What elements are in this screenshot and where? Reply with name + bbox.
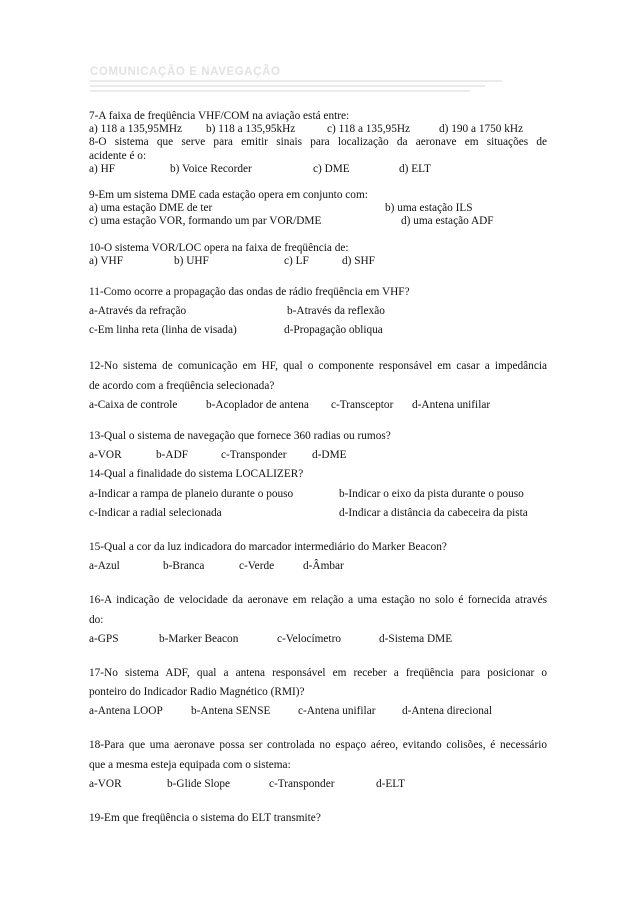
question-18-text: 18-Para que uma aeronave possa ser controlada no espaço aéreo, evitando colisões, é necessário bbox=[89, 739, 547, 752]
option-b: b-Através da reflexão bbox=[287, 305, 385, 318]
spacer bbox=[89, 649, 549, 664]
spacer bbox=[89, 415, 549, 427]
option-b: b-Marker Beacon bbox=[159, 632, 239, 645]
question-16-options bbox=[89, 630, 549, 649]
option-a: a-Indicar a rampa de planeio durante o pouso bbox=[89, 487, 294, 500]
question-18-text-cont: que a mesma esteja equipada com o sistema: bbox=[89, 758, 291, 771]
question-12-text: 12-No sistema de comunicação em HF, qual o componente responsável em casar a impedância bbox=[89, 360, 547, 373]
question-11-options-row1 bbox=[89, 302, 549, 321]
question-17-text: 17-No sistema ADF, qual a antena responsável em receber a freqüência para posicionar o bbox=[89, 666, 547, 679]
option-b: b-Antena SENSE bbox=[191, 705, 271, 718]
question-17-options bbox=[89, 702, 549, 721]
option-c: c-Transponder bbox=[269, 777, 335, 790]
option-a: a) VHF bbox=[89, 254, 123, 267]
question-14-options-row1 bbox=[89, 485, 549, 504]
spacer bbox=[89, 229, 549, 242]
option-c: c-Em linha reta (linha de visada) bbox=[89, 324, 237, 337]
question-15-text: 15-Qual a cor da luz indicadora do marcador intermediário do Marker Beacon? bbox=[89, 540, 447, 553]
question-15-options bbox=[89, 557, 549, 576]
question-7-options bbox=[89, 123, 549, 136]
option-a: a-VOR bbox=[89, 777, 122, 790]
question-8-options bbox=[89, 163, 549, 176]
option-d: d-Antena direcional bbox=[402, 705, 493, 718]
option-a: a-Azul bbox=[89, 560, 120, 573]
question-10-options bbox=[89, 255, 549, 268]
question-9-text: 9-Em um sistema DME cada estação opera em conjunto com: bbox=[89, 188, 368, 201]
option-d: d-DME bbox=[312, 449, 347, 462]
question-11-text: 11-Como ocorre a propagação das ondas de rádio freqüência em VHF? bbox=[89, 285, 410, 298]
question-16-text-cont: do: bbox=[89, 613, 104, 626]
option-b: b-Branca bbox=[163, 560, 205, 573]
faded-text-line bbox=[90, 90, 470, 92]
question-19-text: 19-Em que freqüência o sistema do ELT transmite? bbox=[89, 812, 321, 824]
question-13-text: 13-Qual o sistema de navegação que fornece 360 radias ou rumos? bbox=[89, 430, 391, 442]
option-d: d-Sistema DME bbox=[379, 632, 453, 645]
spacer bbox=[89, 176, 549, 189]
question-18-options bbox=[89, 775, 549, 794]
question-12-options bbox=[89, 396, 549, 415]
option-a: a-Antena LOOP bbox=[89, 705, 163, 718]
question-13-options bbox=[89, 446, 549, 465]
spacer bbox=[89, 523, 549, 538]
option-a: a-VOR bbox=[89, 449, 122, 462]
question-12-text-cont: de acordo com a freqüência selecionada? bbox=[89, 379, 275, 392]
faded-header bbox=[90, 66, 502, 94]
faded-text-line bbox=[90, 80, 502, 82]
option-b: b-Indicar o eixo da pista durante o pouso bbox=[339, 487, 524, 500]
option-b: b) 118 a 135,95kHz bbox=[206, 123, 296, 136]
option-d: d-Antena unifilar bbox=[412, 398, 491, 411]
option-b: b-Glide Slope bbox=[167, 777, 231, 790]
option-d: d) 190 a 1750 kHz bbox=[439, 123, 524, 136]
option-a: a-Caixa de controle bbox=[89, 398, 178, 411]
spacer bbox=[89, 268, 549, 283]
option-b: b-Acoplador de antena bbox=[206, 398, 309, 411]
faded-title: COMUNICAÇÃO E NAVEGAÇÃO bbox=[90, 66, 281, 78]
question-11-options-row2 bbox=[89, 321, 549, 340]
option-c: c-Transponder bbox=[221, 449, 287, 462]
option-d: d-Âmbar bbox=[303, 560, 344, 573]
question-list bbox=[89, 110, 549, 828]
option-b: b-ADF bbox=[156, 449, 189, 462]
question-7-text: 7-A faixa de freqüência VHF/COM na aviação está entre: bbox=[89, 110, 350, 122]
spacer bbox=[89, 794, 549, 809]
question-8-text-cont: acidente é o: bbox=[89, 149, 147, 162]
option-a: a-GPS bbox=[89, 632, 119, 645]
spacer bbox=[89, 340, 549, 357]
question-8-text: 8-O sistema que serve para emitir sinais para localização da aeronave em situações de bbox=[89, 136, 547, 149]
question-10-text: 10-O sistema VOR/LOC opera na faixa de freqüência de: bbox=[89, 241, 349, 254]
option-a: a) uma estação DME de ter bbox=[89, 202, 213, 215]
option-d: d) SHF bbox=[342, 254, 375, 267]
option-d: d-Indicar a distância da cabeceira da pista bbox=[339, 506, 528, 519]
option-b: b) UHF bbox=[174, 254, 209, 267]
question-14-text: 14-Qual a finalidade do sistema LOCALIZER? bbox=[89, 468, 304, 481]
option-d: d) ELT bbox=[399, 162, 431, 175]
faded-text-line bbox=[90, 85, 485, 87]
option-b: b) uma estação ILS bbox=[385, 202, 473, 215]
question-14-options-row2 bbox=[89, 504, 549, 523]
option-b: b) Voice Recorder bbox=[170, 162, 252, 175]
option-d: d) uma estação ADF bbox=[401, 215, 494, 228]
question-17-text-cont: ponteiro do Indicador Radio Magnético (RMI)? bbox=[89, 686, 305, 699]
option-a: a) HF bbox=[89, 162, 116, 175]
option-c: c) DME bbox=[313, 162, 350, 175]
question-9-options-row1 bbox=[89, 202, 549, 215]
question-9-options-row2 bbox=[89, 215, 549, 228]
spacer bbox=[89, 721, 549, 736]
spacer bbox=[89, 576, 549, 591]
option-a: a) 118 a 135,95MHz bbox=[89, 123, 183, 136]
option-c: c) uma estação VOR, formando um par VOR/DME bbox=[89, 215, 322, 228]
option-c: c-Velocímetro bbox=[277, 632, 341, 645]
option-d: d-Propagação obliqua bbox=[284, 324, 383, 337]
option-c: c) 118 a 135,95Hz bbox=[327, 123, 411, 136]
option-a: a-Através da refração bbox=[89, 305, 187, 318]
option-d: d-ELT bbox=[376, 777, 406, 790]
question-16-text: 16-A indicação de velocidade da aeronave em relação a uma estação no solo é fornecida através bbox=[89, 594, 547, 607]
option-c: c) LF bbox=[284, 254, 309, 267]
option-c: c-Indicar a radial selecionada bbox=[89, 506, 222, 519]
option-c: c-Antena unifilar bbox=[298, 705, 376, 718]
option-c: c-Verde bbox=[239, 560, 275, 573]
option-c: c-Transceptor bbox=[331, 398, 394, 411]
